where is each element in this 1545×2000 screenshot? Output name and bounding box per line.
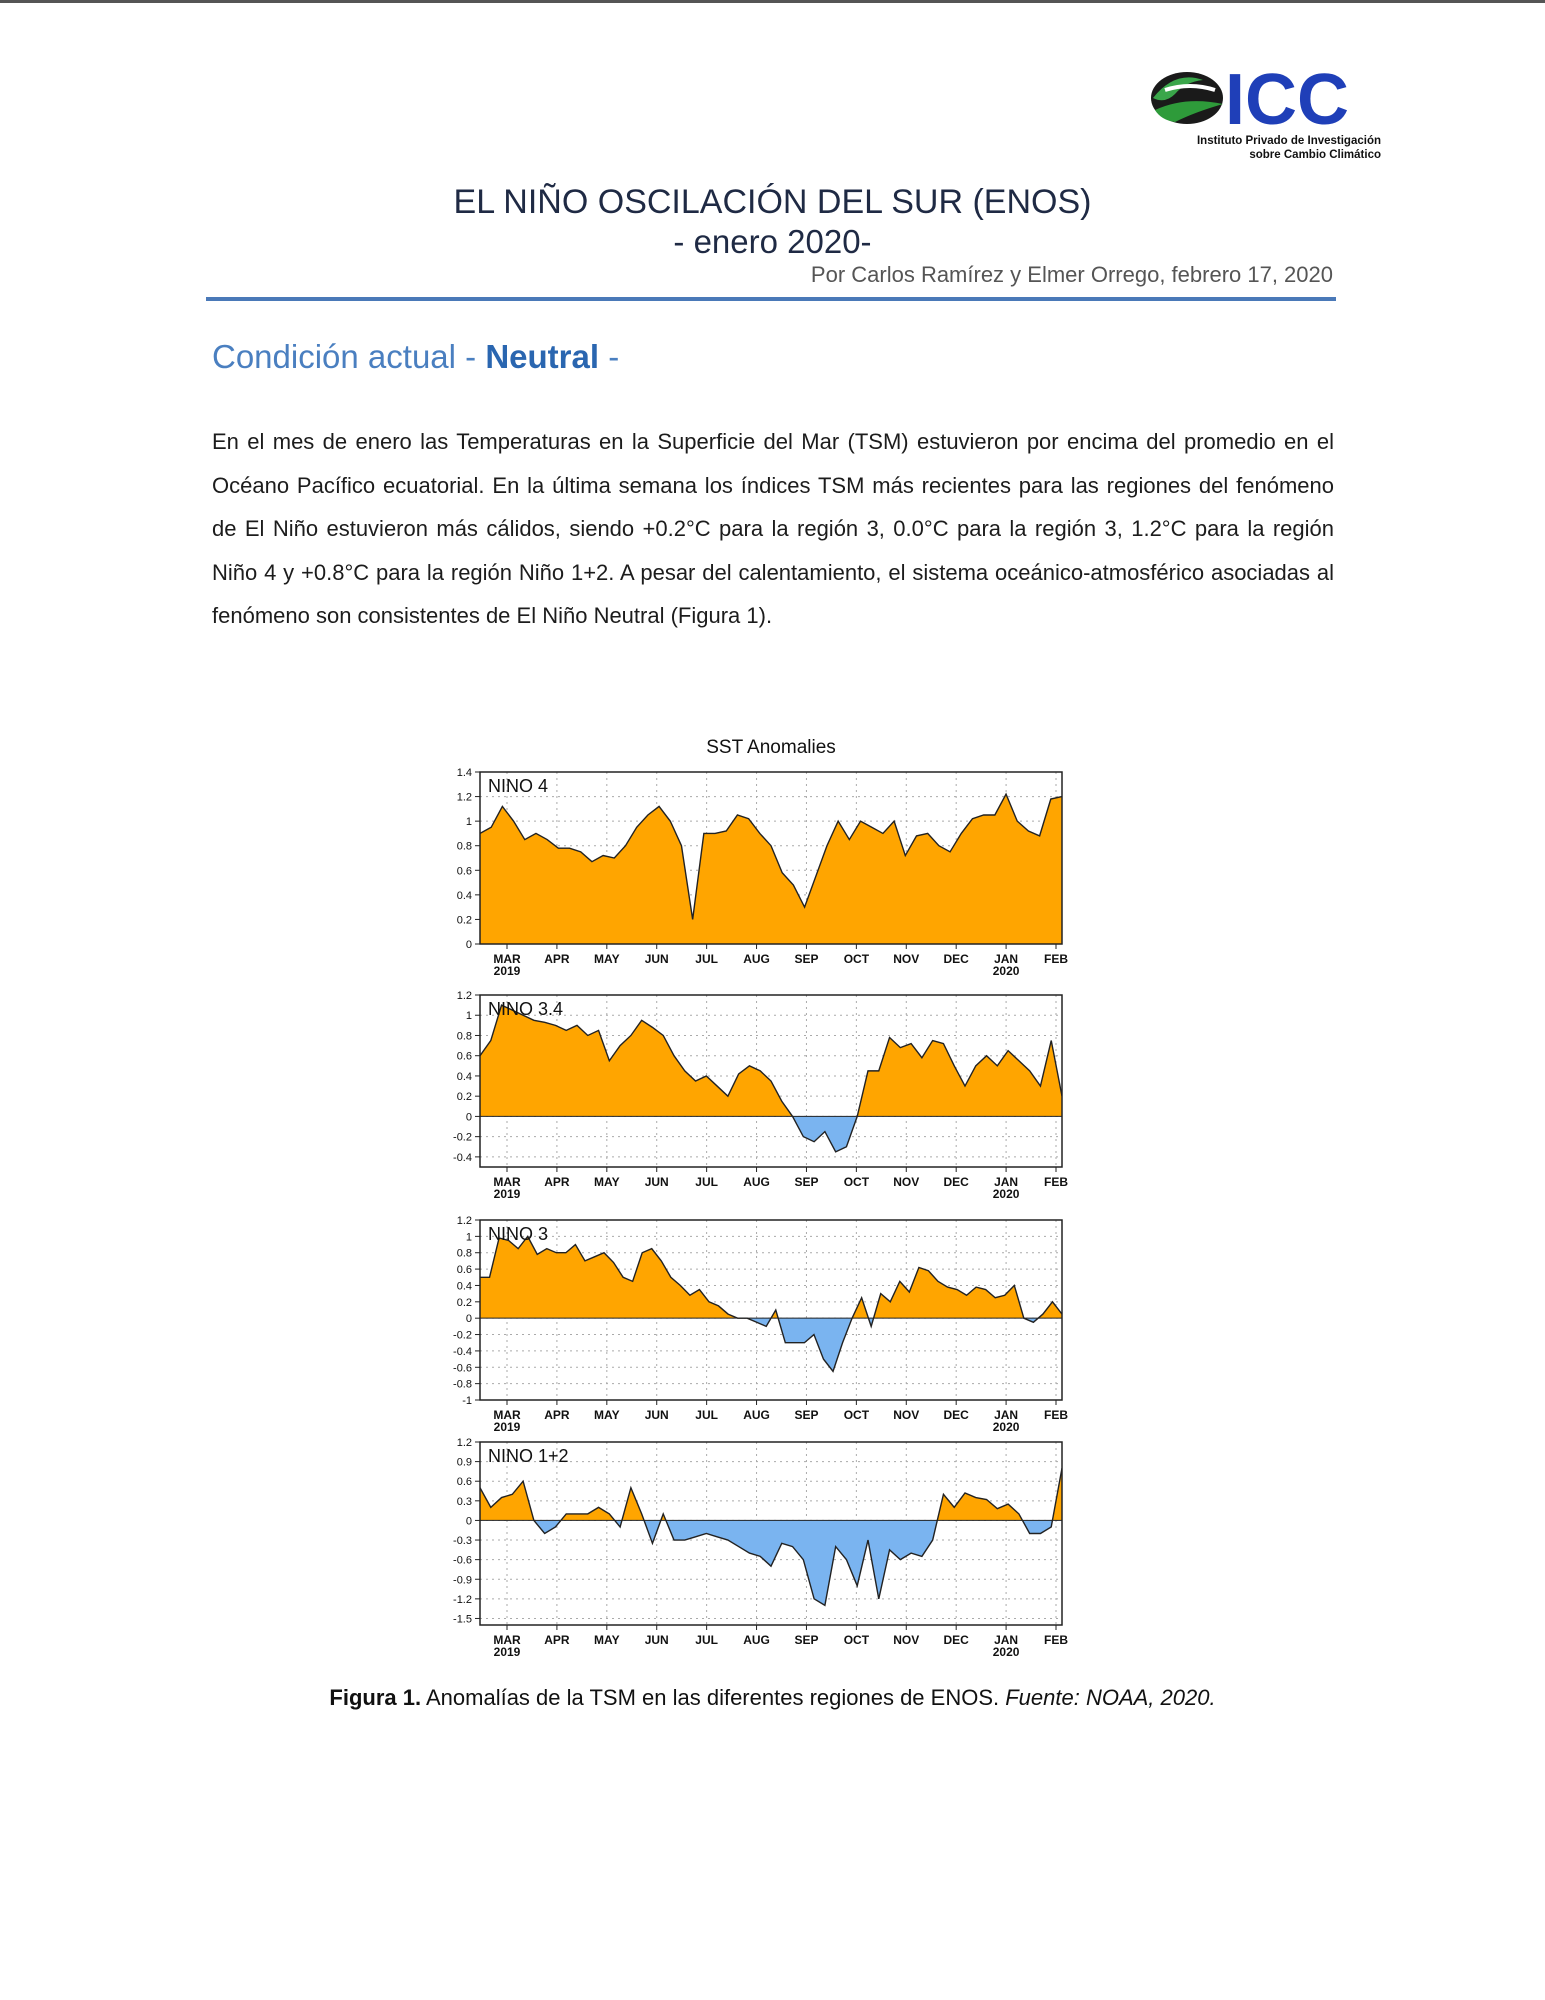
- y-tick-label: 1.2: [456, 791, 472, 804]
- sst-anomalies-figure: [430, 730, 1080, 1660]
- x-tick-label: APR: [544, 1408, 570, 1422]
- x-tick-label: JUN: [644, 1175, 669, 1189]
- y-tick-label: -0.6: [453, 1362, 472, 1375]
- y-tick-label: -1.5: [453, 1613, 472, 1626]
- x-tick-label: JUL: [695, 1633, 718, 1647]
- y-tick-label: 1: [465, 1010, 472, 1023]
- series-area-positive: [480, 1005, 1062, 1152]
- panel-label: NINO 3.4: [488, 999, 564, 1019]
- figure-caption: [200, 1685, 1345, 1711]
- y-tick-label: -0.4: [453, 1151, 472, 1164]
- body-paragraph: En el mes de enero las Temperaturas en la Superficie del Mar (TSM) estuvieron por encima del promedio en el Océano Pacífico ecuatorial. En la última semana los índices TSM más recientes para las regiones del fenómeno de El Niño estuvieron más cálidos, siendo +0.2°C para la región 3, 0.0°C para la región 3, 1.2°C para la región Niño 4 y +0.8°C para la región Niño 1+2. A pesar del calentamiento, el sistema oceánico-atmosférico asociadas al fenómeno son consistentes de El Niño Neutral (Figura 1).: [212, 429, 1334, 628]
- x-tick-label: DEC: [943, 1408, 969, 1422]
- x-tick-label: MAR: [493, 952, 521, 966]
- icc-logo-mark: [1145, 60, 1380, 135]
- y-tick-label: -0.8: [453, 1378, 472, 1391]
- x-tick-label: SEP: [794, 1408, 819, 1422]
- panel-label: NINO 1+2: [488, 1446, 569, 1466]
- caption-source: Fuente: NOAA, 2020.: [1005, 1685, 1216, 1710]
- x-tick-label: FEB: [1044, 1408, 1068, 1422]
- x-tick-label: AUG: [743, 1175, 770, 1189]
- x-tick-label: APR: [544, 1633, 570, 1647]
- logo-wordmark: ICC: [1225, 60, 1349, 135]
- condition-suffix: -: [599, 338, 620, 375]
- y-tick-label: 0.3: [456, 1495, 472, 1508]
- logo-subtitle-line2: sobre Cambio Climático: [1249, 149, 1381, 161]
- y-tick-label: 0.2: [456, 914, 472, 927]
- current-condition-heading: [212, 338, 619, 376]
- document-subtitle: - enero 2020-: [673, 223, 872, 260]
- title-divider: [206, 297, 1336, 301]
- x-tick-year-label: 2020: [992, 1420, 1020, 1434]
- logo-subtitle-line1: Instituto Privado de Investigación: [1196, 135, 1381, 147]
- y-tick-label: -1.2: [453, 1593, 472, 1606]
- y-tick-label: 0.2: [456, 1296, 472, 1309]
- x-tick-label: MAY: [594, 952, 620, 966]
- y-tick-label: 0.4: [456, 889, 472, 902]
- x-tick-label: OCT: [843, 1175, 870, 1189]
- y-tick-label: 1.2: [456, 1437, 472, 1449]
- y-tick-label: 1: [465, 1231, 472, 1244]
- x-tick-label: APR: [544, 952, 570, 966]
- x-tick-label: OCT: [843, 1408, 870, 1422]
- y-tick-label: -0.6: [453, 1554, 472, 1567]
- x-tick-label: MAY: [594, 1175, 620, 1189]
- series-area-positive: [480, 794, 1062, 944]
- y-tick-label: -1: [462, 1395, 472, 1407]
- y-tick-label: 1: [465, 816, 472, 829]
- series-area-positive: [480, 1236, 1062, 1371]
- panel-label: NINO 3: [488, 1224, 549, 1244]
- y-tick-label: 0.2: [456, 1091, 472, 1104]
- y-tick-label: 0.6: [456, 1050, 472, 1063]
- x-tick-year-label: 2020: [992, 1645, 1020, 1659]
- y-tick-label: 1.2: [456, 1215, 472, 1227]
- caption-label: Figura 1.: [329, 1685, 422, 1710]
- x-tick-label: MAR: [493, 1408, 521, 1422]
- y-tick-label: -0.4: [453, 1345, 472, 1358]
- y-tick-label: 1.2: [456, 990, 472, 1002]
- y-tick-label: -0.2: [453, 1329, 472, 1342]
- x-tick-label: AUG: [743, 1633, 770, 1647]
- x-tick-label: JUN: [644, 952, 669, 966]
- y-tick-label: 0.8: [456, 840, 472, 853]
- x-tick-label: NOV: [893, 1633, 920, 1647]
- x-tick-label: JUL: [695, 1408, 718, 1422]
- x-tick-label: NOV: [893, 1408, 920, 1422]
- y-tick-label: -0.3: [453, 1535, 472, 1548]
- x-tick-label: JAN: [994, 1175, 1019, 1189]
- x-tick-label: AUG: [743, 952, 770, 966]
- x-tick-label: DEC: [943, 1633, 969, 1647]
- x-tick-label: OCT: [843, 952, 870, 966]
- x-tick-label: SEP: [794, 1633, 819, 1647]
- x-tick-label: APR: [544, 1175, 570, 1189]
- x-tick-label: JAN: [994, 952, 1019, 966]
- y-tick-label: 0: [465, 1515, 472, 1528]
- x-tick-label: SEP: [794, 1175, 819, 1189]
- x-tick-label: JUN: [644, 1408, 669, 1422]
- x-tick-label: JUL: [695, 952, 718, 966]
- top-border: [0, 0, 1545, 3]
- sst-anomalies-chart: [430, 730, 1080, 1660]
- x-tick-year-label: 2019: [493, 964, 521, 978]
- x-tick-year-label: 2020: [992, 1187, 1020, 1201]
- y-tick-label: -0.9: [453, 1574, 472, 1587]
- x-tick-label: FEB: [1044, 1633, 1068, 1647]
- x-tick-label: JAN: [994, 1408, 1019, 1422]
- panel-label: NINO 4: [488, 776, 549, 796]
- x-tick-label: MAY: [594, 1633, 620, 1647]
- x-tick-label: FEB: [1044, 1175, 1068, 1189]
- condition-value: Neutral: [485, 338, 600, 375]
- y-tick-label: 1.4: [456, 767, 472, 779]
- x-tick-year-label: 2019: [493, 1187, 521, 1201]
- x-tick-year-label: 2020: [992, 964, 1020, 978]
- x-tick-label: MAY: [594, 1408, 620, 1422]
- x-tick-year-label: 2019: [493, 1420, 521, 1434]
- document-title: EL NIÑO OSCILACIÓN DEL SUR (ENOS): [453, 183, 1092, 221]
- y-tick-label: 0.8: [456, 1247, 472, 1260]
- y-tick-label: 0: [465, 1313, 472, 1326]
- x-tick-label: DEC: [943, 1175, 969, 1189]
- x-tick-label: AUG: [743, 1408, 770, 1422]
- x-tick-label: OCT: [843, 1633, 870, 1647]
- y-tick-label: 0.9: [456, 1456, 472, 1469]
- x-tick-label: JAN: [994, 1633, 1019, 1647]
- condition-label: Condición actual -: [212, 338, 486, 375]
- y-tick-label: 0.8: [456, 1030, 472, 1043]
- caption-text: Anomalías de la TSM en las diferentes regiones de ENOS.: [421, 1685, 1006, 1710]
- y-tick-label: 0.4: [456, 1070, 472, 1083]
- y-tick-label: 0.6: [456, 865, 472, 878]
- x-tick-label: MAR: [493, 1633, 521, 1647]
- logo-subtitle: [1153, 134, 1381, 162]
- x-tick-label: JUL: [695, 1175, 718, 1189]
- x-tick-label: FEB: [1044, 952, 1068, 966]
- y-tick-label: 0.6: [456, 1264, 472, 1277]
- icc-logo: [1145, 60, 1380, 170]
- y-tick-label: 0.4: [456, 1280, 472, 1293]
- series-area-negative: [480, 1468, 1062, 1605]
- y-tick-label: 0: [465, 1111, 472, 1124]
- chart-title: SST Anomalies: [706, 737, 836, 758]
- x-tick-year-label: 2019: [493, 1645, 521, 1659]
- y-tick-label: 0: [465, 939, 472, 951]
- x-tick-label: JUN: [644, 1633, 669, 1647]
- byline: Por Carlos Ramírez y Elmer Orrego, febrero 17, 2020: [810, 262, 1333, 287]
- y-tick-label: -0.2: [453, 1131, 472, 1144]
- x-tick-label: NOV: [893, 1175, 920, 1189]
- x-tick-label: NOV: [893, 952, 920, 966]
- y-tick-label: 0.6: [456, 1476, 472, 1489]
- x-tick-label: SEP: [794, 952, 819, 966]
- x-tick-label: DEC: [943, 952, 969, 966]
- x-tick-label: MAR: [493, 1175, 521, 1189]
